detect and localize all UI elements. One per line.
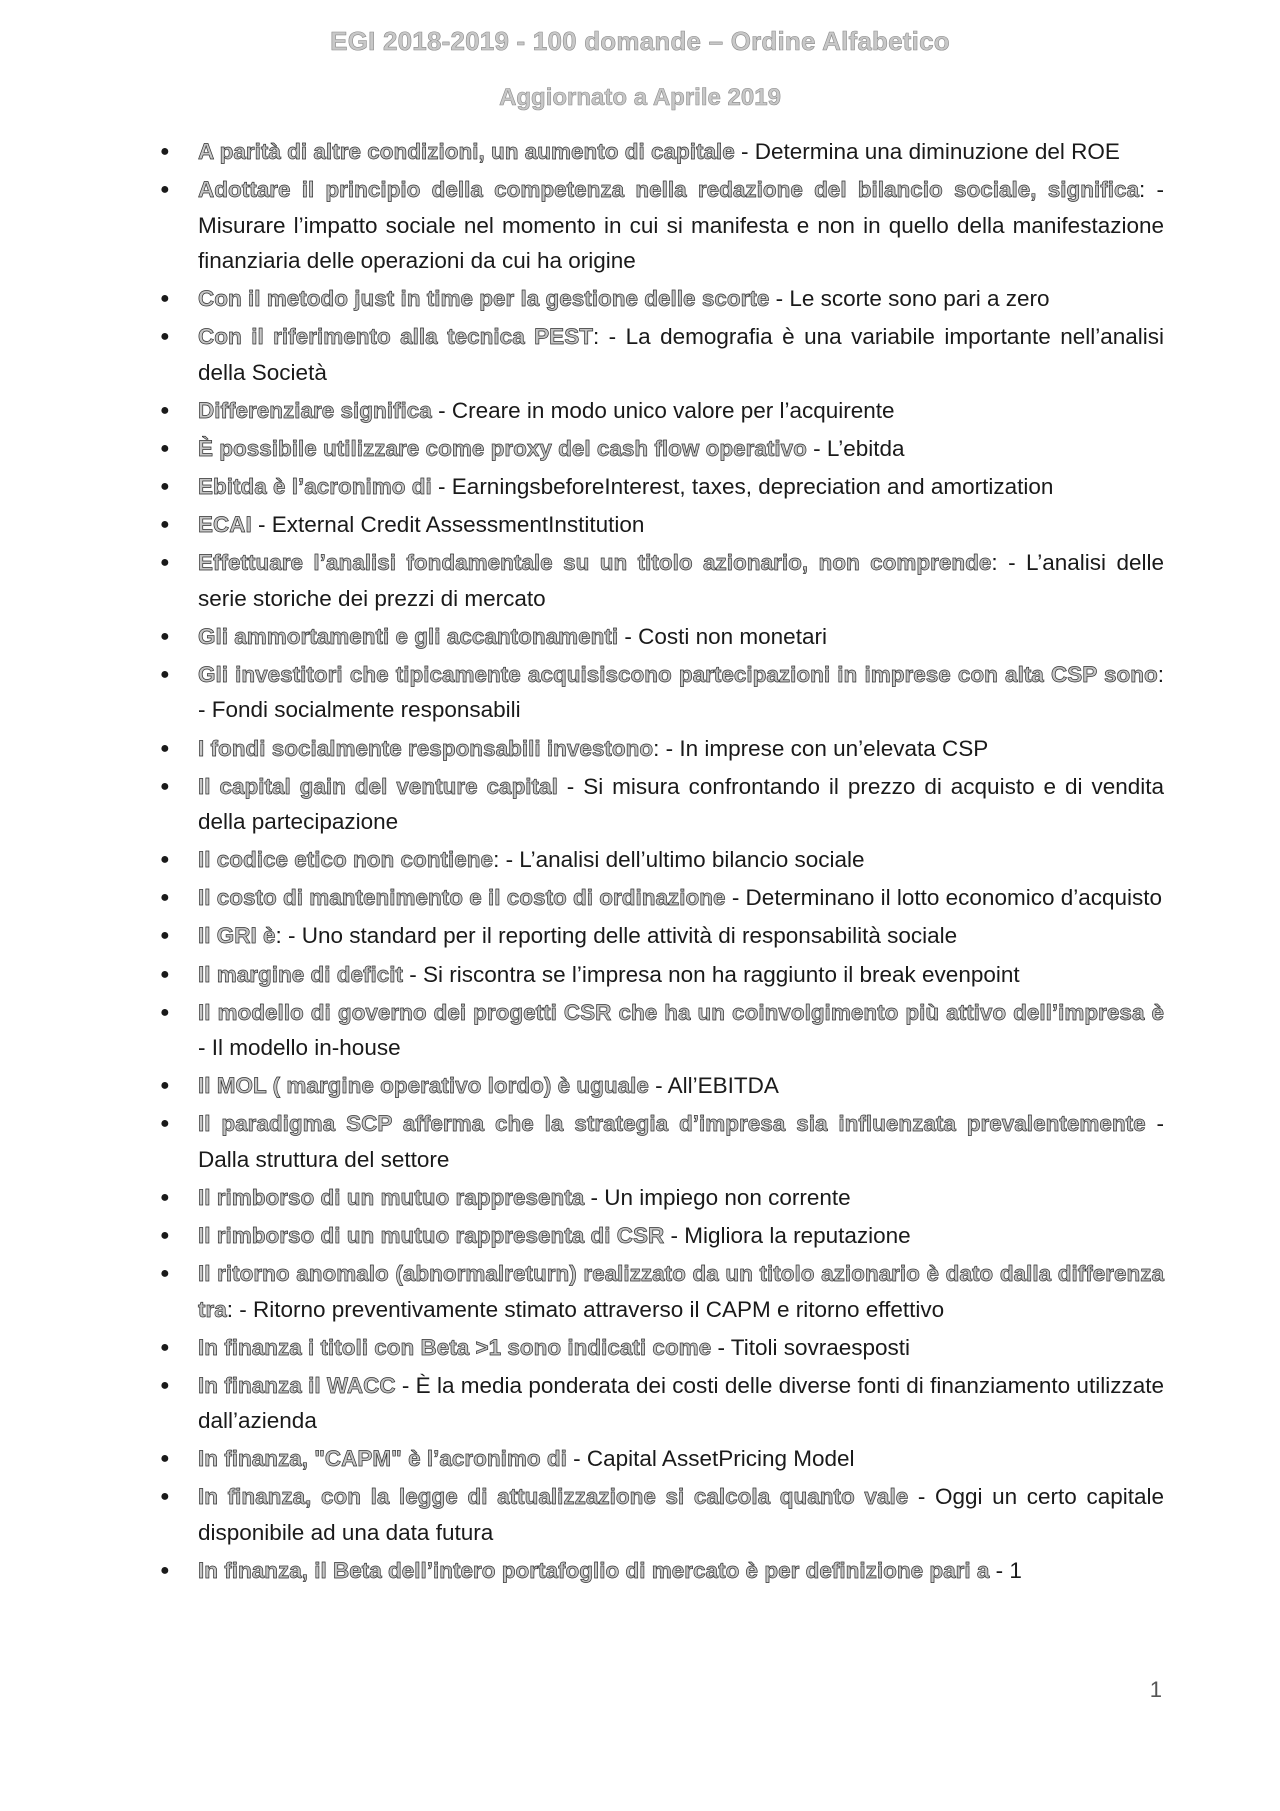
list-item (160, 1330, 1164, 1366)
list-item (160, 619, 1164, 655)
question-text: I fondi socialmente responsabili investono (198, 735, 654, 761)
list-item (160, 957, 1164, 993)
question-text: Con il riferimento alla tecnica PEST (198, 324, 593, 350)
list-item (160, 1368, 1164, 1439)
question-text: ECAI (198, 512, 252, 538)
answer-text: - External Credit AssessmentInstitution (251, 512, 645, 538)
list-item (160, 431, 1164, 467)
question-text: Effettuare l’analisi fondamentale su un titolo azionario, non comprende (198, 550, 992, 576)
page-number: 1 (1149, 1677, 1162, 1702)
list-item (160, 1218, 1164, 1254)
question-text: Ebitda è l’acronimo di (198, 474, 432, 500)
answer-text: - L’ebitda (806, 435, 905, 461)
answer-text: - Titoli sovraesposti (711, 1334, 911, 1360)
question-text: In finanza i titoli con Beta >1 sono indicati come (198, 1334, 712, 1360)
list-item (160, 1441, 1164, 1477)
answer-text: - EarningsbeforeInterest, taxes, depreciation and amortization (431, 474, 1054, 500)
question-text: Adottare il principio della competenza nella redazione del bilancio sociale, significa (198, 177, 1140, 203)
answer-text: - Determina una diminuzione del ROE (734, 139, 1120, 164)
answer-text: : - Fondi socialmente responsabili (198, 661, 1164, 723)
question-text: Il margine di deficit (198, 961, 404, 987)
answer-text: : - L’analisi dell’ultimo bilancio sociale (493, 847, 865, 873)
question-text: È possibile utilizzare come proxy del cash flow operativo (198, 435, 807, 461)
answer-text: - Capital AssetPricing Model (566, 1446, 855, 1472)
question-text: Il paradigma SCP afferma che la strategia d’impresa sia influenzata prevalentemente (198, 1111, 1146, 1137)
list-item (160, 995, 1164, 1066)
question-text: In finanza, "CAPM" è l’acronimo di (198, 1446, 567, 1472)
list-item (160, 880, 1164, 916)
question-answer-list (160, 134, 1164, 1591)
list-item (160, 393, 1164, 429)
answer-text: - Dalla struttura del settore (198, 1111, 1164, 1172)
question-text: In finanza, il Beta dell’intero portafoglio di mercato è per definizione pari a (198, 1558, 990, 1584)
question-text: Il modello di governo dei progetti CSR che ha un coinvolgimento più attivo dell’impresa è (198, 999, 1164, 1025)
list-item (160, 1256, 1164, 1327)
list-item (160, 469, 1164, 505)
answer-text: - Migliora la reputazione (664, 1222, 911, 1248)
list-item (160, 134, 1164, 170)
question-text: Il ritorno anomalo (abnormalreturn) realizzato da un titolo azionario è dato dalla differenza tra (198, 1261, 1164, 1322)
question-text: In finanza il WACC (198, 1372, 396, 1398)
answer-text: - È la media ponderata dei costi delle diverse fonti di finanziamento utilizzate dall’azienda (198, 1372, 1164, 1434)
list-item (160, 842, 1164, 878)
list-item (160, 918, 1164, 954)
question-text: Il capital gain del venture capital (198, 773, 558, 799)
list-item (160, 731, 1164, 767)
question-text: Il rimborso di un mutuo rappresenta (198, 1184, 585, 1210)
list-item (160, 545, 1164, 616)
question-text: Gli investitori che tipicamente acquisiscono partecipazioni in imprese con alta CSP sono (198, 661, 1158, 687)
answer-text: : - Misurare l’impatto sociale nel momento in cui si manifesta e non in quello della manifestazione finanziaria delle operazioni da cui ha origine (198, 177, 1164, 274)
answer-text: - Un impiego non corrente (584, 1184, 851, 1210)
answer-text: - Creare in modo unico valore per l’acquirente (431, 397, 895, 423)
answer-text: - Oggi un certo capitale disponibile ad una data futura (198, 1484, 1164, 1545)
question-text: Il MOL ( margine operativo lordo) è uguale (198, 1073, 649, 1099)
answer-text: - Costi non monetari (618, 623, 827, 649)
question-text: Il costo di mantenimento e il costo di ordinazione (198, 885, 726, 911)
question-text: Gli ammortamenti e gli accantonamenti (198, 623, 619, 649)
question-text: Il codice etico non contiene (198, 847, 494, 873)
list-item (160, 1553, 1164, 1589)
question-text: Differenziare significa (198, 397, 432, 423)
answer-text: : - Ritorno preventivamente stimato attraverso il CAPM e ritorno effettivo (226, 1296, 945, 1322)
list-item (160, 319, 1164, 390)
document-subtitle: Aggiornato a Aprile 2019 (499, 84, 781, 111)
question-text: In finanza, con la legge di attualizzazione si calcola quanto vale (198, 1484, 909, 1510)
answer-text: : - Uno standard per il reporting delle attività di responsabilità sociale (275, 923, 958, 949)
answer-text: - All’EBITDA (648, 1073, 779, 1099)
answer-text: : - La demografia è una variabile importante nell’analisi della Società (198, 324, 1164, 385)
list-item (160, 172, 1164, 279)
answer-text: - Si riscontra se l’impresa non ha raggiunto il break evenpoint (403, 961, 1020, 987)
list-item (160, 1180, 1164, 1216)
answer-text: : - L’analisi delle serie storiche dei prezzi di mercato (198, 550, 1165, 611)
question-text: Il GRI è (198, 923, 276, 949)
list-item (160, 1068, 1164, 1104)
list-item (160, 657, 1164, 728)
question-text: Con il metodo just in time per la gestione delle scorte (198, 286, 770, 312)
answer-text: : - In imprese con un’elevata CSP (653, 735, 989, 761)
answer-text: - Determinano il lotto economico d’acquisto (725, 885, 1163, 911)
list-item (160, 507, 1164, 543)
list-item (160, 1106, 1164, 1177)
question-text: Il rimborso di un mutuo rappresenta di CSR (198, 1222, 665, 1248)
list-item (160, 1479, 1164, 1550)
document-title: EGI 2018-2019 - 100 domande – Ordine Alfabetico (330, 26, 950, 56)
answer-text: - Il modello in-house (198, 1035, 401, 1061)
list-item (160, 769, 1164, 840)
answer-text: - 1 (989, 1558, 1022, 1584)
answer-text: - Si misura confrontando il prezzo di acquisto e di vendita della partecipazione (198, 773, 1164, 835)
list-item (160, 281, 1164, 317)
question-text: A parità di altre condizioni, un aumento di capitale (198, 139, 735, 164)
answer-text: - Le scorte sono pari a zero (769, 286, 1050, 312)
